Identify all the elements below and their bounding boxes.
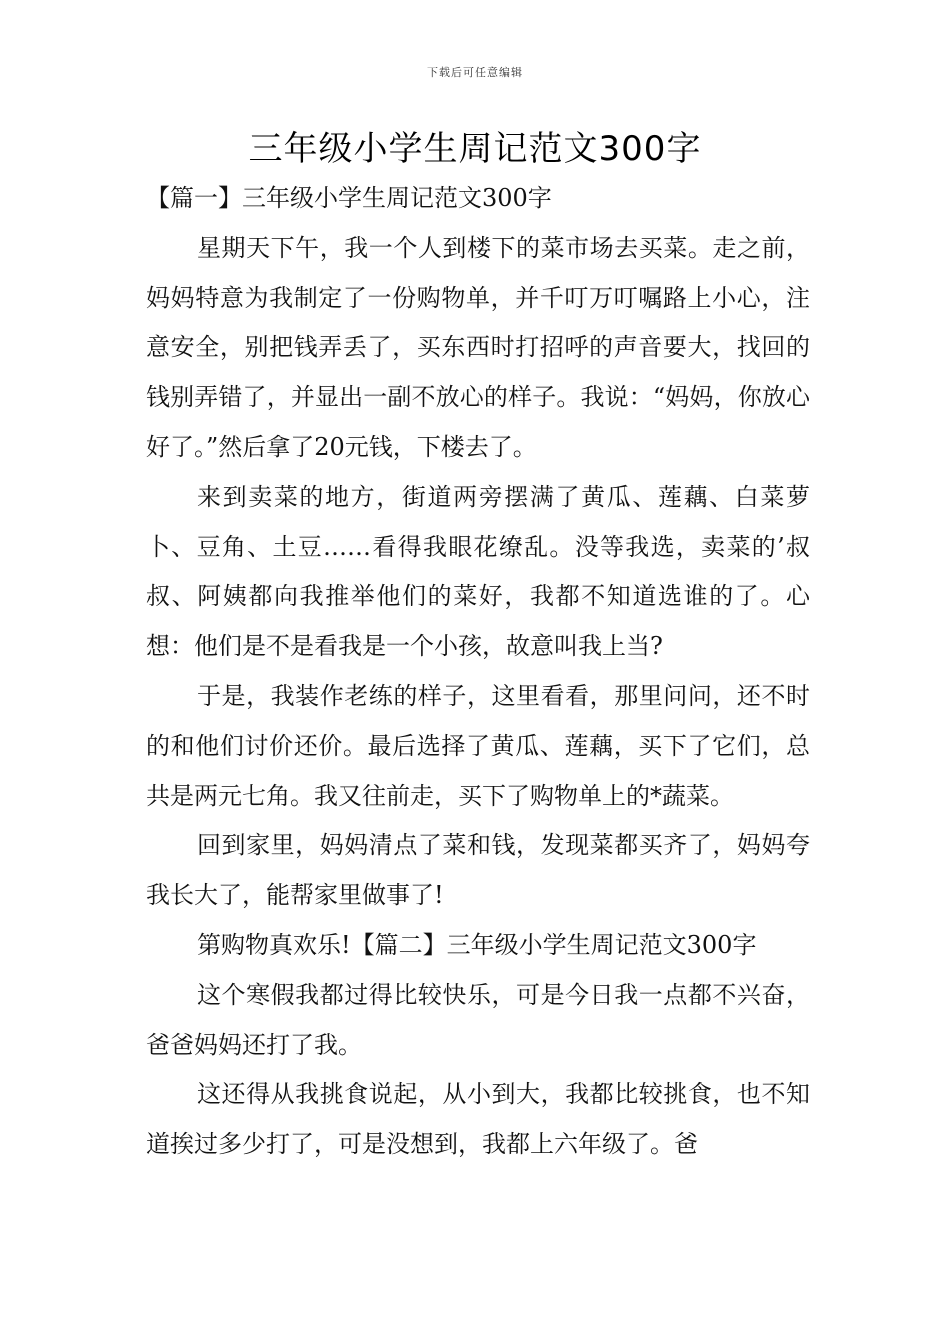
paragraph: 星期天下午，我一个人到楼下的菜市场去买菜。走之前，妈妈特意为我制定了一份购物单，并千叮万叮嘱路上小心，注意安全，别把钱弄丢了，买东西时打招呼的声音要大，找回的钱别弄错了，并显出一副不放心的样子。我说：“妈妈，你放心好了。”然后拿了20元钱，下楼去了。 xyxy=(146,233,810,461)
paragraph: 于是，我装作老练的样子，这里看看，那里问问，还不时的和他们讨价还价。最后选择了黄瓜、莲藕，买下了它们，总共是两元七角。我又往前走，买下了购物单上的*蔬菜。 xyxy=(146,681,810,810)
paragraph: 回到家里，妈妈清点了菜和钱，发现菜都买齐了，妈妈夸我长大了，能帮家里做事了! xyxy=(146,831,810,910)
section-heading: 【篇一】三年级小学生周记范文300字 xyxy=(146,184,552,212)
document-title: 三年级小学生周记范文300字 xyxy=(248,129,702,169)
paragraph: 这个寒假我都过得比较快乐，可是今日我一点都不兴奋，爸爸妈妈还打了我。 xyxy=(146,980,810,1059)
document-body xyxy=(146,174,810,1170)
paragraph: 这还得从我挑食说起，从小到大，我都比较挑食，也不知道挨过多少打了，可是没想到，我都上六年级了。爸 xyxy=(146,1080,810,1159)
paragraph: 第购物真欢乐!【篇二】三年级小学生周记范文300字 xyxy=(197,930,757,959)
paragraph: 来到卖菜的地方，街道两旁摆满了黄瓜、莲藕、白菜萝卜、豆角、土豆……看得我眼花缭乱。没等我选，卖菜的’叔叔、阿姨都向我推举他们的菜好，我都不知道选谁的了。心想：他们是不是看我是一个小孩，故意叫我上当? xyxy=(146,482,810,661)
header-note: 下载后可任意编辑 xyxy=(427,66,523,79)
